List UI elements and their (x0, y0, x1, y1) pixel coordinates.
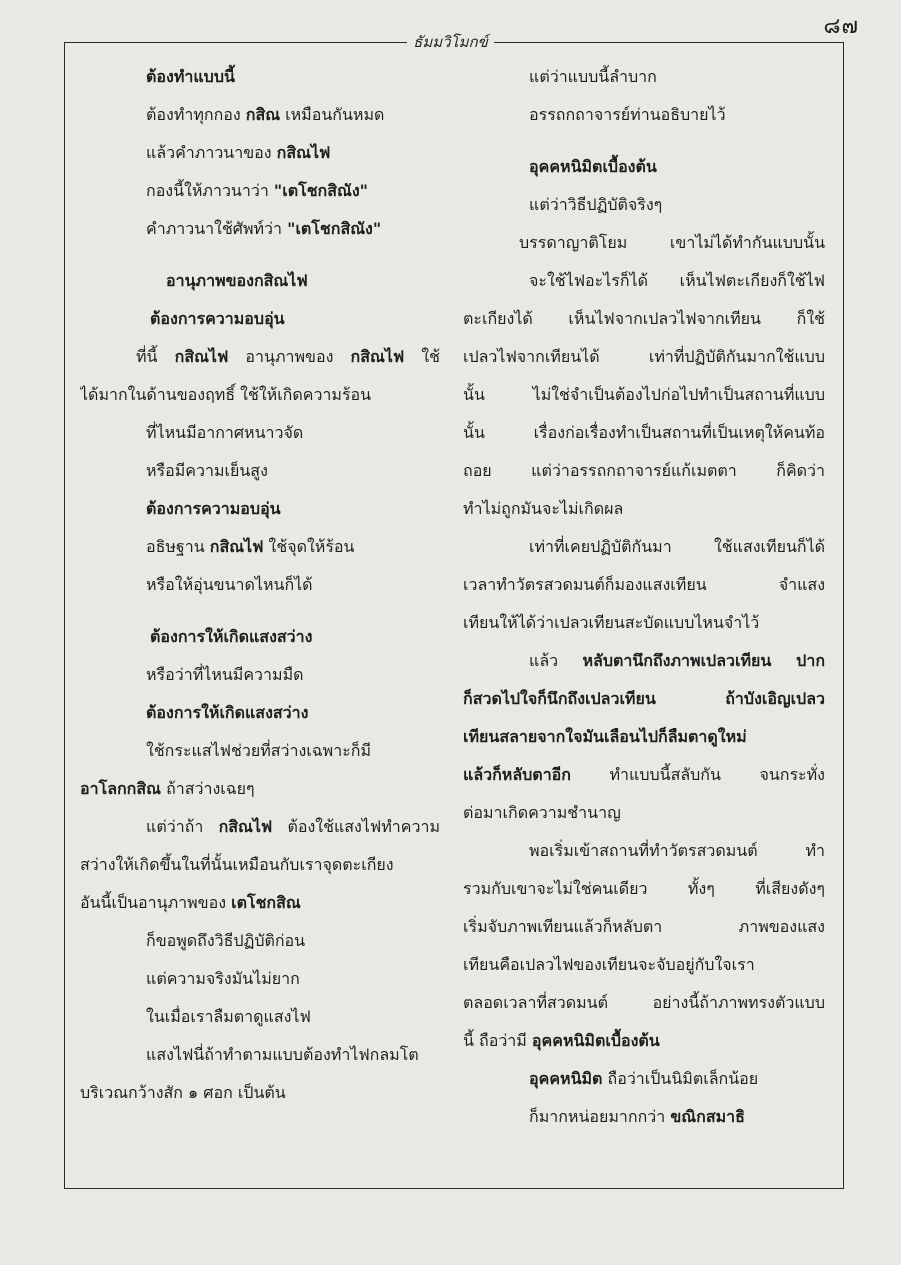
text-run: อรรถกถาจารย์ท่านอธิบายไว้ (529, 105, 726, 124)
text-run: ทำไม่ถูกมันจะไม่เกิดผล (463, 499, 624, 518)
text-line (80, 262, 440, 300)
text-run: แล้วคำภาวนาของ (146, 143, 277, 162)
text-line (463, 96, 825, 134)
text-run: นั้น ไม่ใช่จำเป็นต้องไปก่อไปทำเป็นสถานที่แบบ (463, 385, 825, 404)
text-run: แต่ว่าถ้า (146, 817, 219, 836)
text-line (80, 770, 440, 808)
page-number: ๘๗ (823, 14, 859, 39)
text-run: หรือว่าที่ไหนมีความมืด (146, 665, 304, 684)
text-line (80, 846, 440, 884)
text-line (463, 58, 825, 96)
bold-text: อุคคหนิมิตเบื้องต้น (531, 1031, 660, 1050)
text-line (80, 884, 440, 922)
text-run: ใช้ (404, 347, 440, 366)
bold-text: "เตโชกสิณัง" (273, 181, 368, 200)
bold-text: แล้วก็หลับตาอีก (463, 765, 571, 784)
text-line (80, 618, 440, 656)
text-line (80, 210, 440, 248)
text-run: เทียนให้ได้ว่าเปลวเทียนสะบัดแบบไหนจำไว้ (463, 613, 760, 632)
text-run: คำภาวนาใช้ศัพท์ว่า (146, 219, 288, 238)
text-line (80, 566, 440, 604)
text-line (463, 756, 825, 794)
text-line (80, 414, 440, 452)
text-run: หรือให้อุ่นขนาดไหนก็ได้ (146, 575, 313, 594)
text-line (80, 338, 440, 376)
text-run: ที่ไหนมีอากาศหนาวจัด (146, 423, 304, 442)
text-run: รวมกับเขาจะไม่ใช่คนเดียว ทั้งๆ ที่เสียงดังๆ (463, 879, 825, 898)
bold-text: ก็สวดไปใจก็นึกถึงเปลวเทียน ถ้าบังเอิญเปลว (463, 689, 825, 708)
text-run: ตลอดเวลาที่สวดมนต์ อย่างนี้ถ้าภาพทรงตัวแบบ (463, 993, 825, 1012)
text-run: จะใช้ไฟอะไรก็ได้ เห็นไฟตะเกียงก็ใช้ไฟ (529, 271, 825, 290)
text-run: เริ่มจับภาพเทียนแล้วก็หลับตา ภาพของแสง (463, 917, 825, 936)
text-line (80, 808, 440, 846)
text-line (463, 984, 825, 1022)
text-run: ต้องทำทุกกอง (146, 105, 246, 124)
text-run: ใช้กระแสไฟช่วยที่สว่างเฉพาะก็มี (146, 741, 372, 760)
text-line (463, 262, 825, 300)
text-run: พอเริ่มเข้าสถานที่ทำวัตรสวดมนต์ ทำ (529, 841, 825, 860)
bold-text: ต้องการให้เกิดแสงสว่าง (146, 703, 309, 722)
text-line (80, 452, 440, 490)
text-line (463, 224, 825, 262)
bold-text: อุคคหนิมิตเบื้องต้น (529, 157, 657, 176)
book-title-text: ธัมมวิโมกข์ (407, 30, 494, 54)
text-line (463, 414, 825, 452)
text-line (463, 718, 825, 756)
text-line (80, 490, 440, 528)
text-line (463, 490, 825, 528)
text-run: แต่ว่าวิธีปฏิบัติจริงๆ (529, 195, 663, 214)
bold-text: อุคคหนิมิต (529, 1069, 603, 1088)
paragraph-gap (463, 134, 825, 148)
text-run: บรรดาญาติโยม เขาไม่ได้ทำกันแบบนั้น (519, 233, 825, 252)
bold-text: กสิณไฟ (350, 347, 405, 366)
text-line (80, 58, 440, 96)
text-line (80, 528, 440, 566)
text-run: หรือมีความเย็นสูง (146, 461, 268, 480)
text-run: ถอย แต่ว่าอรรถกถาจารย์แก้เมตตา ก็คิดว่า (463, 461, 825, 480)
text-line (463, 186, 825, 224)
left-column (80, 58, 440, 1112)
text-run: อันนี้เป็นอานุภาพของ (80, 893, 232, 912)
text-line (463, 376, 825, 414)
bold-text: "เตโชกสิณัง" (287, 219, 382, 238)
text-run: ต่อมาเกิดความชำนาญ (463, 803, 621, 822)
bold-text: เทียนสลายจากใจมันเลือนไปก็ลืมตาดูใหม่ (463, 727, 747, 746)
text-run: อธิษฐาน (146, 537, 210, 556)
bold-text: กสิณ (245, 105, 281, 124)
paragraph-gap (80, 604, 440, 618)
text-line (463, 148, 825, 186)
bold-text: กสิณไฟ (218, 817, 273, 836)
text-run: กองนี้ให้ภาวนาว่า (146, 181, 274, 200)
text-line (463, 604, 825, 642)
text-run: แต่ความจริงมันไม่ยาก (146, 969, 300, 988)
text-run: เท่าที่เคยปฏิบัติกันมา ใช้แสงเทียนก็ได้ (529, 537, 825, 556)
text-line (463, 300, 825, 338)
bold-text: ต้องการให้เกิดแสงสว่าง (150, 627, 313, 646)
text-line (463, 794, 825, 832)
text-line (463, 528, 825, 566)
bold-text: เตโชกสิณ (231, 893, 301, 912)
text-line (463, 338, 825, 376)
text-run: แล้ว (529, 651, 583, 670)
right-column (463, 58, 825, 1136)
text-run: ต้องใช้แสงไฟทำความ (272, 817, 440, 836)
text-run: สว่างให้เกิดขึ้นในที่นั้นเหมือนกับเราจุดตะเกียง (80, 855, 394, 874)
text-line (463, 870, 825, 908)
text-line (463, 452, 825, 490)
text-line (463, 642, 825, 680)
text-line (80, 732, 440, 770)
text-run: ก็ขอพูดถึงวิธีปฏิบัติก่อน (146, 931, 306, 950)
text-line (463, 832, 825, 870)
text-line (80, 300, 440, 338)
bold-text: อาโลกกสิณ (80, 779, 161, 798)
text-run: ในเมื่อเราลืมตาดูแสงไฟ (146, 1007, 311, 1026)
text-run: เวลาทำวัตรสวดมนต์ก็มองแสงเทียน จำแสง (463, 575, 825, 594)
text-line (463, 946, 825, 984)
text-line (80, 172, 440, 210)
text-line (463, 1060, 825, 1098)
text-run: เทียนคือเปลวไฟของเทียนจะจับอยู่กับใจเรา (463, 955, 755, 974)
text-line (463, 908, 825, 946)
text-line (80, 376, 440, 414)
text-line (80, 1074, 440, 1112)
bold-text: ขณิกสมาธิ (670, 1107, 745, 1126)
text-run: ได้มากในด้านของฤทธิ์ ใช้ให้เกิดความร้อน (80, 385, 372, 404)
bold-text: กสิณไฟ (276, 143, 331, 162)
text-line (463, 566, 825, 604)
text-run: บริเวณกว้างสัก ๑ ศอก เป็นต้น (80, 1083, 286, 1102)
text-line (80, 134, 440, 172)
text-run: ถือว่าเป็นนิมิตเล็กน้อย (602, 1069, 759, 1088)
text-run: ใช้จุดให้ร้อน (263, 537, 355, 556)
text-run: อานุภาพของ (228, 347, 351, 366)
text-run: ถ้าสว่างเฉยๆ (160, 779, 255, 798)
text-run: แต่ว่าแบบนี้ลำบาก (529, 67, 657, 86)
text-line (463, 1098, 825, 1136)
text-run: นั้น เรื่องก่อเรื่องทำเป็นสถานที่เป็นเหตุให้คนท้อ (463, 423, 825, 442)
text-line (80, 922, 440, 960)
text-line (80, 960, 440, 998)
text-line (463, 1022, 825, 1060)
paragraph-gap (80, 248, 440, 262)
text-line (80, 1036, 440, 1074)
text-run: เปลวไฟจากเทียนได้ เท่าที่ปฏิบัติกันมากใช้แบบ (463, 347, 825, 366)
text-line (80, 998, 440, 1036)
bold-text: อานุภาพของกสิณไฟ (166, 271, 308, 290)
bold-text: ต้องการความอบอุ่น (150, 309, 285, 328)
text-run: ที่นี้ (136, 347, 175, 366)
text-run: แสงไฟนี่ถ้าทำตามแบบต้องทำไฟกลมโต (146, 1045, 419, 1064)
bold-text: กสิณไฟ (174, 347, 229, 366)
text-run: เหมือนกันหมด (280, 105, 385, 124)
text-line (80, 96, 440, 134)
text-run: ทำแบบนี้สลับกัน จนกระทั่ง (570, 765, 825, 784)
text-line (80, 656, 440, 694)
text-line (463, 680, 825, 718)
bold-text: กสิณไฟ (209, 537, 264, 556)
text-run: นี้ ถือว่ามี (463, 1031, 532, 1050)
bold-text: ต้องการความอบอุ่น (146, 499, 281, 518)
text-run: ตะเกียงได้ เห็นไฟจากเปลวไฟจากเทียน ก็ใช้ (463, 309, 825, 328)
bold-text: ต้องทำแบบนี้ (146, 67, 235, 86)
text-run: ก็มากหน่อยมากกว่า (529, 1107, 671, 1126)
text-line (80, 694, 440, 732)
bold-text: หลับตานึกถึงภาพเปลวเทียน ปาก (582, 651, 825, 670)
